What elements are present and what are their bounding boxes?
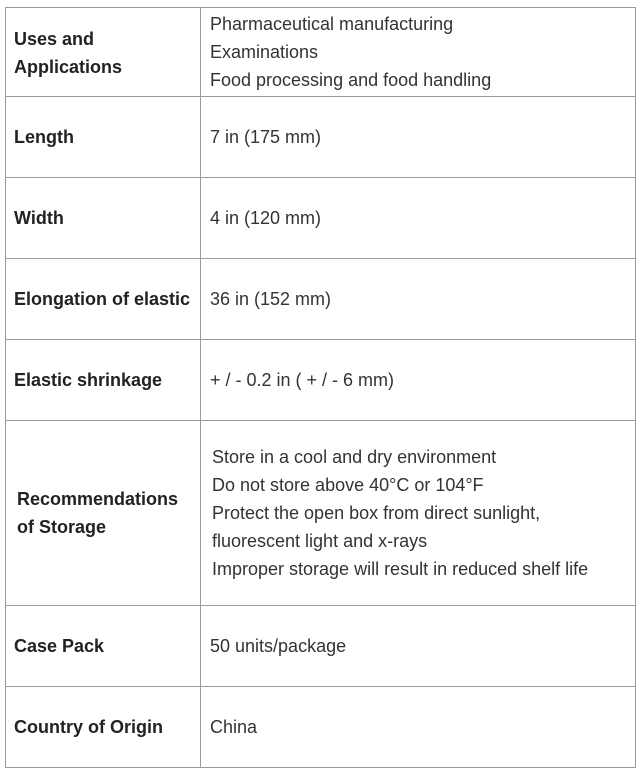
row-label [6,340,201,421]
row-label-line: Case Pack [14,636,105,656]
row-value-line: Store in a cool and dry environment [212,447,497,467]
row-value-line: Do not store above 40°C or 104°F [212,475,484,495]
row-value [201,606,636,687]
row-value [201,178,636,259]
row-label [6,259,201,340]
row-value [201,687,636,768]
row-label-line: Length [14,127,74,147]
row-value-line: China [210,717,258,737]
row-value [201,8,636,97]
row-value [201,340,636,421]
table-row-elongation-of-elastic [6,259,636,340]
table-row-elastic-shrinkage [6,340,636,421]
row-value-line: fluorescent light and x-rays [212,531,428,551]
row-label-line: Elastic shrinkage [14,370,163,390]
row-label [6,606,201,687]
row-label-line: Applications [14,57,123,77]
row-value-line: 7 in (175 mm) [210,127,322,147]
row-label-line: Width [14,208,64,228]
row-value-line: Pharmaceutical manufacturing [210,14,454,34]
row-value-line: 4 in (120 mm) [210,208,322,228]
row-label [6,8,201,97]
row-value [201,97,636,178]
row-value-line: 50 units/package [210,636,347,656]
row-value-line: 36 in (152 mm) [210,289,332,309]
table-row-length [6,97,636,178]
row-label [6,97,201,178]
row-value-line: Examinations [210,42,319,62]
row-label [6,178,201,259]
row-value [201,421,636,606]
row-label-line: of Storage [17,517,107,537]
row-label [6,687,201,768]
row-label-line: Recommendations [17,489,179,509]
row-value-line: Improper storage will result in reduced shelf life [212,559,589,579]
table-row-recommendations-of-storage [6,421,636,606]
row-value-line: Food processing and food handling [210,70,492,90]
table-row-uses-and-applications [6,8,636,97]
table-row-country-of-origin [6,687,636,768]
row-label-line: Country of Origin [14,717,163,737]
table-row-case-pack [6,606,636,687]
row-value-line: + / - 0.2 in ( + / - 6 mm) [210,370,395,390]
row-value-line: Protect the open box from direct sunlight, [212,503,541,523]
row-label-line: Elongation of elastic [14,289,191,309]
row-label-line: Uses and [14,29,95,49]
row-label [6,421,201,606]
table-row-width [6,178,636,259]
row-value [201,259,636,340]
specifications-table [5,7,636,768]
